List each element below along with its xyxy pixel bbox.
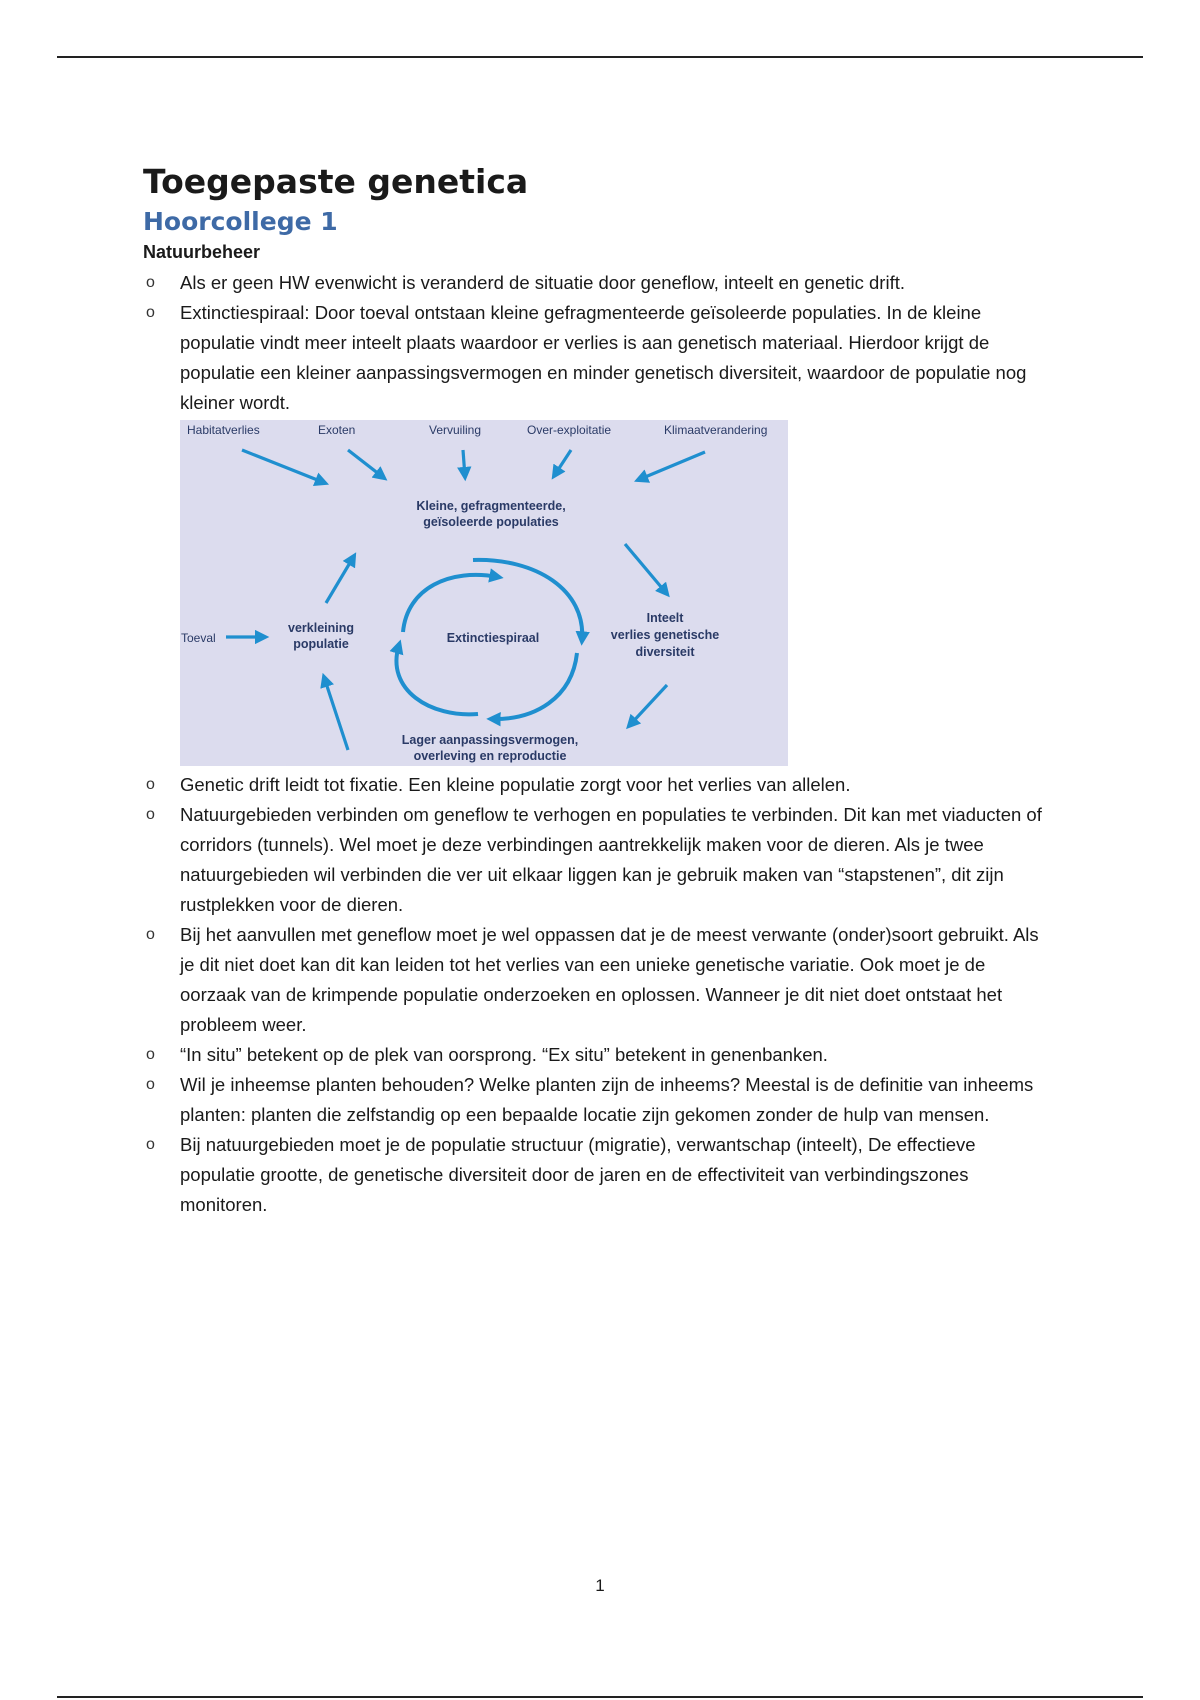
extinction-spiral-diagram [180,420,788,766]
bullet-icon: o [146,806,155,823]
bullet-icon: o [146,1136,155,1153]
label-kleine-line1: Kleine, gefragmenteerde, [416,499,566,513]
label-verkleining-line2: populatie [293,637,349,651]
list-item [143,770,1053,800]
section-heading: Natuurbeheer [143,242,261,262]
list-item-text: Wil je inheemse planten behouden? Welke planten zijn de inheems? Meestal is de definitie van inheems planten: planten die zelfstandig op een bepaalde locatie zijn gekomen zonder de hulp van mensen. [180,1074,1034,1125]
header-rule [57,56,1143,58]
bullet-icon: o [146,1076,155,1093]
list-item-text: Natuurgebieden verbinden om geneflow te verhogen en populaties te verbinden. Dit kan met viaducten of corridors (tunnels). Wel moet je deze verbindingen aantrekkelijk maken voor de dieren. Als je twee natuurgebieden wil verbinden die ver uit elkaar liggen kan je gebruik maken van “stapstenen”, dit zijn rustplekken voor de dieren. [180,804,1042,915]
list-item [143,1130,1053,1220]
extinction-spiral-figure [180,420,788,766]
bullet-list-top [143,268,1053,418]
label-klimaatverandering: Klimaatverandering [664,423,768,437]
bullet-list-bottom [143,770,1053,1220]
page-content [143,162,1053,1220]
label-toeval: Toeval [181,631,216,645]
list-item-text: Extinctiespiraal: Door toeval ontstaan kleine gefragmenteerde geïsoleerde populaties. In de kleine populatie vindt meer inteelt plaats waardoor er verlies is aan genetisch materiaal. Hierdoor krijgt de populatie een kleiner aanpassingsvermogen en minder genetisch diversiteit, waardoor de populatie nog kleiner wordt. [180,302,1027,413]
bullet-icon: o [146,926,155,943]
label-inteelt-line1: Inteelt [646,611,684,625]
list-item [143,1070,1053,1130]
label-inteelt-line3: diversiteit [635,645,695,659]
document-title: Toegepaste genetica [143,162,529,201]
bullet-icon: o [146,1046,155,1063]
footer-rule [57,1696,1143,1698]
list-item [143,268,1053,298]
label-habitatverlies: Habitatverlies [187,423,260,437]
label-verkleining-line1: verkleining [288,621,354,635]
document-subtitle: Hoorcollege 1 [143,207,338,236]
list-item [143,920,1053,1040]
list-item-text: Genetic drift leidt tot fixatie. Een kleine populatie zorgt voor het verlies van allelen. [180,774,851,795]
bullet-icon: o [146,274,155,291]
list-item [143,298,1053,418]
label-exoten: Exoten [318,423,356,437]
figure-background [180,420,788,766]
page-number: 1 [595,1576,605,1595]
list-item-text: Bij het aanvullen met geneflow moet je wel oppassen dat je de meest verwante (onder)soort gebruikt. Als je dit niet doet kan dit kan leiden tot het verlies van een unieke genetische variatie. Ook moet je de oorzaak van de krimpende populatie onderzoeken en oplossen. Wanneer je dit niet doet ontstaat het probleem weer. [180,924,1039,1035]
bullet-icon: o [146,776,155,793]
label-lager-line2: overleving en reproductie [413,749,567,763]
list-item-text: Als er geen HW evenwicht is veranderd de situatie door geneflow, inteelt en genetic drift. [180,272,905,293]
list-item [143,1040,1053,1070]
arrow-vervuiling [463,450,465,477]
bullet-icon: o [146,304,155,321]
label-vervuiling: Vervuiling [429,423,482,437]
label-inteelt-line2: verlies genetische [610,628,720,642]
list-item-text: Bij natuurgebieden moet je de populatie structuur (migratie), verwantschap (inteelt), De effectieve populatie grootte, de genetische diversiteit door de jaren en de effectiviteit van verbindingszones monitoren. [180,1134,976,1215]
label-extinctiespiraal: Extinctiespiraal [446,631,540,645]
list-item [143,800,1053,920]
label-kleine-line2: geïsoleerde populaties [423,515,559,529]
list-item-text: “In situ” betekent op de plek van oorsprong. “Ex situ” betekent in genenbanken. [180,1044,828,1065]
label-lager-line1: Lager aanpassingsvermogen, [401,733,579,747]
label-over-exploitatie: Over-exploitatie [527,423,612,437]
